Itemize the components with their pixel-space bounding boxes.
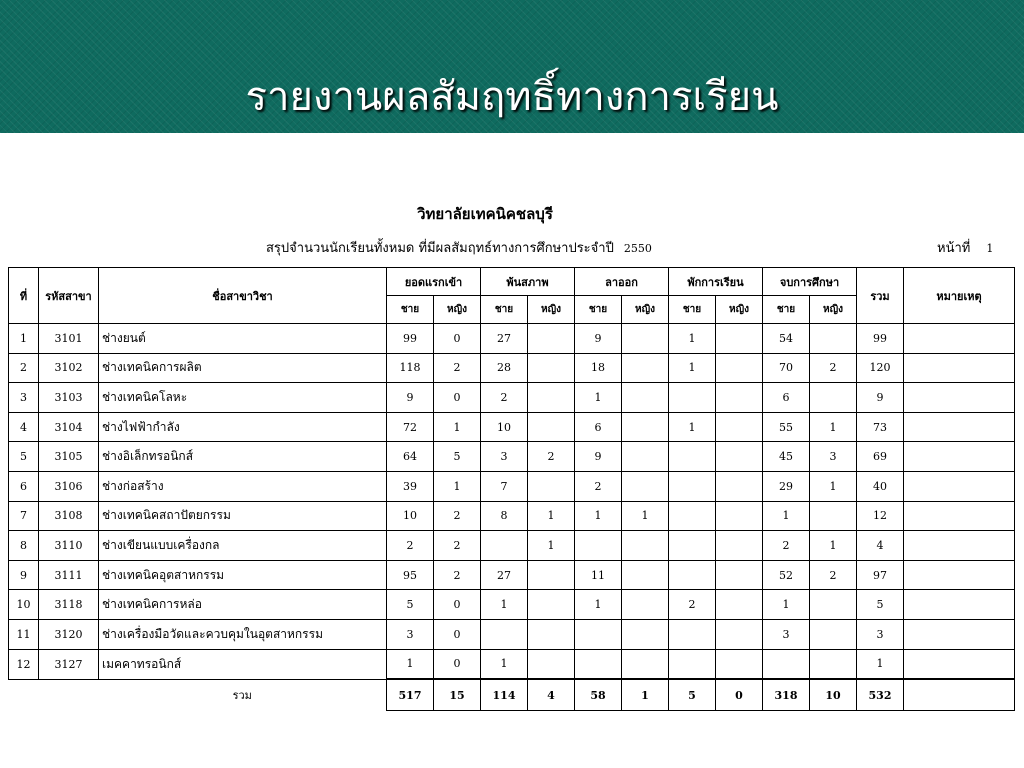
document-heading: วิทยาลัยเทคนิคชลบุรี [417, 205, 553, 223]
cell-name: ช่างเขียนแบบเครื่องกล [99, 531, 387, 561]
cell-enrolled-male: 3 [387, 619, 434, 649]
header-code: รหัสสาขา [39, 268, 99, 324]
cell-graduated-female: 2 [810, 560, 857, 590]
grand-total: 532 [857, 679, 904, 711]
cell-suspended-female [716, 471, 763, 501]
cell-suspended-male [669, 471, 716, 501]
cell-remark [904, 324, 1015, 354]
total-suspended-female: 0 [716, 679, 763, 711]
cell-dropped-male: 9 [575, 324, 622, 354]
total-enrolled-female: 15 [434, 679, 481, 711]
cell-name: ช่างเทคนิคการหล่อ [99, 590, 387, 620]
cell-no: 4 [9, 412, 39, 442]
cell-dropped-female [622, 324, 669, 354]
cell-enrolled-female: 2 [434, 501, 481, 531]
table-row [9, 560, 1015, 590]
cell-dropped-female: 1 [622, 501, 669, 531]
cell-graduated-female: 1 [810, 471, 857, 501]
header-male: ชาย [387, 296, 434, 324]
cell-no: 12 [9, 649, 39, 679]
cell-dropped-male: 6 [575, 412, 622, 442]
header-graduated: จบการศึกษา [763, 268, 857, 296]
cell-dropped-female [622, 619, 669, 649]
cell-code: 3111 [39, 560, 99, 590]
header-female: หญิง [434, 296, 481, 324]
cell-dropped-male: 1 [575, 383, 622, 413]
header-female: หญิง [716, 296, 763, 324]
cell-name: ช่างเทคนิคโลหะ [99, 383, 387, 413]
cell-suspended-female [716, 560, 763, 590]
cell-enrolled-male: 99 [387, 324, 434, 354]
cell-transferred-female [528, 619, 575, 649]
cell-transferred-male: 2 [481, 383, 528, 413]
cell-dropped-female [622, 383, 669, 413]
cell-enrolled-male: 118 [387, 353, 434, 383]
cell-suspended-male [669, 649, 716, 679]
total-dropped-male: 58 [575, 679, 622, 711]
title-banner [0, 0, 1024, 133]
cell-transferred-female [528, 412, 575, 442]
cell-transferred-female [528, 383, 575, 413]
cell-total: 1 [857, 649, 904, 679]
cell-dropped-female [622, 560, 669, 590]
cell-enrolled-male: 95 [387, 560, 434, 590]
total-graduated-female: 10 [810, 679, 857, 711]
cell-transferred-male: 27 [481, 560, 528, 590]
cell-remark [904, 560, 1015, 590]
cell-total: 99 [857, 324, 904, 354]
cell-enrolled-female: 1 [434, 471, 481, 501]
cell-no: 9 [9, 560, 39, 590]
cell-suspended-female [716, 442, 763, 472]
cell-suspended-male [669, 560, 716, 590]
cell-transferred-female [528, 353, 575, 383]
cell-suspended-male: 1 [669, 324, 716, 354]
cell-enrolled-female: 0 [434, 590, 481, 620]
cell-enrolled-male: 2 [387, 531, 434, 561]
cell-graduated-female [810, 619, 857, 649]
cell-enrolled-male: 5 [387, 590, 434, 620]
cell-no: 11 [9, 619, 39, 649]
cell-transferred-male: 8 [481, 501, 528, 531]
cell-dropped-male: 2 [575, 471, 622, 501]
table-row [9, 590, 1015, 620]
total-remarks [904, 679, 1015, 711]
cell-suspended-female [716, 590, 763, 620]
cell-enrolled-male: 10 [387, 501, 434, 531]
cell-suspended-female [716, 412, 763, 442]
table-row [9, 442, 1015, 472]
cell-transferred-male: 7 [481, 471, 528, 501]
cell-name: ช่างยนต์ [99, 324, 387, 354]
cell-transferred-female: 1 [528, 531, 575, 561]
header-male: ชาย [575, 296, 622, 324]
table-row [9, 501, 1015, 531]
cell-total: 4 [857, 531, 904, 561]
cell-graduated-male: 52 [763, 560, 810, 590]
cell-dropped-male: 9 [575, 442, 622, 472]
cell-dropped-male [575, 619, 622, 649]
table-row [9, 619, 1015, 649]
cell-dropped-male: 11 [575, 560, 622, 590]
cell-remark [904, 442, 1015, 472]
cell-remark [904, 501, 1015, 531]
total-suspended-male: 5 [669, 679, 716, 711]
header-suspended: พักการเรียน [669, 268, 763, 296]
cell-enrolled-female: 2 [434, 560, 481, 590]
header-transferred: พ้นสภาพ [481, 268, 575, 296]
cell-enrolled-female: 0 [434, 649, 481, 679]
cell-transferred-male [481, 531, 528, 561]
table-totals [9, 679, 1015, 711]
slide-title: รายงานผลสัมฤทธิ์ทางการเรียน [245, 74, 779, 120]
header-male: ชาย [763, 296, 810, 324]
cell-suspended-female [716, 383, 763, 413]
cell-no: 5 [9, 442, 39, 472]
cell-graduated-male: 3 [763, 619, 810, 649]
header-male: ชาย [669, 296, 716, 324]
totals-row [9, 679, 1015, 711]
page-number: 1 [986, 242, 994, 255]
cell-code: 3120 [39, 619, 99, 649]
cell-code: 3127 [39, 649, 99, 679]
cell-enrolled-female: 0 [434, 383, 481, 413]
cell-dropped-female [622, 590, 669, 620]
header-female: หญิง [528, 296, 575, 324]
cell-graduated-male: 55 [763, 412, 810, 442]
table-body [9, 324, 1015, 680]
cell-graduated-female: 1 [810, 412, 857, 442]
table-row [9, 471, 1015, 501]
cell-enrolled-female: 5 [434, 442, 481, 472]
cell-graduated-male: 2 [763, 531, 810, 561]
cell-enrolled-female: 1 [434, 412, 481, 442]
header-female: หญิง [810, 296, 857, 324]
cell-total: 5 [857, 590, 904, 620]
cell-graduated-female: 1 [810, 531, 857, 561]
header-enrolled: ยอดแรกเข้า [387, 268, 481, 296]
cell-remark [904, 412, 1015, 442]
cell-transferred-male: 1 [481, 590, 528, 620]
cell-transferred-male: 1 [481, 649, 528, 679]
header-remarks: หมายเหตุ [904, 268, 1015, 324]
cell-transferred-female [528, 471, 575, 501]
report-year: 2550 [623, 242, 652, 255]
cell-transferred-female [528, 324, 575, 354]
cell-dropped-male: 1 [575, 501, 622, 531]
cell-suspended-male: 1 [669, 353, 716, 383]
table-row [9, 383, 1015, 413]
cell-no: 3 [9, 383, 39, 413]
cell-no: 7 [9, 501, 39, 531]
cell-remark [904, 471, 1015, 501]
cell-no: 2 [9, 353, 39, 383]
cell-transferred-male: 3 [481, 442, 528, 472]
cell-total: 120 [857, 353, 904, 383]
cell-enrolled-female: 2 [434, 353, 481, 383]
cell-suspended-female [716, 649, 763, 679]
cell-dropped-female [622, 531, 669, 561]
cell-graduated-female [810, 649, 857, 679]
cell-dropped-female [622, 471, 669, 501]
cell-suspended-female [716, 353, 763, 383]
cell-suspended-male [669, 442, 716, 472]
cell-enrolled-female: 0 [434, 619, 481, 649]
cell-dropped-female [622, 412, 669, 442]
cell-suspended-female [716, 324, 763, 354]
table-row [9, 649, 1015, 679]
totals-spacer [39, 679, 99, 711]
cell-graduated-female: 2 [810, 353, 857, 383]
header-dropped: ลาออก [575, 268, 669, 296]
total-enrolled-male: 517 [387, 679, 434, 711]
header-no: ที่ [9, 268, 39, 324]
cell-code: 3104 [39, 412, 99, 442]
cell-code: 3101 [39, 324, 99, 354]
cell-no: 10 [9, 590, 39, 620]
cell-suspended-male [669, 383, 716, 413]
cell-transferred-female [528, 560, 575, 590]
cell-graduated-male: 1 [763, 590, 810, 620]
table-header [9, 268, 1015, 324]
cell-graduated-female [810, 324, 857, 354]
cell-enrolled-male: 72 [387, 412, 434, 442]
cell-graduated-male: 70 [763, 353, 810, 383]
cell-code: 3102 [39, 353, 99, 383]
header-male: ชาย [481, 296, 528, 324]
cell-transferred-female [528, 590, 575, 620]
cell-dropped-male: 18 [575, 353, 622, 383]
cell-name: เมคคาทรอนิกส์ [99, 649, 387, 679]
cell-transferred-male: 10 [481, 412, 528, 442]
cell-total: 69 [857, 442, 904, 472]
cell-remark [904, 619, 1015, 649]
cell-name: ช่างก่อสร้าง [99, 471, 387, 501]
cell-graduated-male [763, 649, 810, 679]
cell-no: 6 [9, 471, 39, 501]
cell-code: 3105 [39, 442, 99, 472]
cell-suspended-male [669, 501, 716, 531]
total-graduated-male: 318 [763, 679, 810, 711]
cell-code: 3106 [39, 471, 99, 501]
cell-enrolled-male: 9 [387, 383, 434, 413]
cell-dropped-male: 1 [575, 590, 622, 620]
cell-total: 3 [857, 619, 904, 649]
cell-transferred-male: 27 [481, 324, 528, 354]
cell-graduated-male: 1 [763, 501, 810, 531]
total-dropped-female: 1 [622, 679, 669, 711]
cell-transferred-female [528, 649, 575, 679]
total-transferred-male: 114 [481, 679, 528, 711]
cell-transferred-female: 1 [528, 501, 575, 531]
cell-graduated-female [810, 590, 857, 620]
table-row [9, 353, 1015, 383]
totals-spacer [9, 679, 39, 711]
cell-name: ช่างเทคนิคสถาปัตยกรรม [99, 501, 387, 531]
page-indicator [937, 237, 993, 258]
totals-label: รวม [232, 689, 252, 703]
cell-graduated-male: 29 [763, 471, 810, 501]
cell-dropped-female [622, 649, 669, 679]
cell-remark [904, 590, 1015, 620]
cell-no: 8 [9, 531, 39, 561]
cell-remark [904, 649, 1015, 679]
cell-suspended-female [716, 531, 763, 561]
cell-transferred-male: 28 [481, 353, 528, 383]
cell-name: ช่างเทคนิคการผลิต [99, 353, 387, 383]
cell-dropped-female [622, 442, 669, 472]
total-transferred-female: 4 [528, 679, 575, 711]
cell-dropped-male [575, 649, 622, 679]
cell-remark [904, 353, 1015, 383]
cell-transferred-female: 2 [528, 442, 575, 472]
cell-suspended-male: 1 [669, 412, 716, 442]
page-label: หน้าที่ [937, 241, 971, 256]
cell-code: 3118 [39, 590, 99, 620]
cell-suspended-male [669, 619, 716, 649]
cell-total: 97 [857, 560, 904, 590]
header-total: รวม [857, 268, 904, 324]
subheading-text: สรุปจำนวนนักเรียนทั้งหมด ที่มีผลสัมฤทธ์ทางการศึกษาประจำปี [266, 241, 614, 256]
cell-graduated-male: 6 [763, 383, 810, 413]
report-table [8, 267, 1015, 711]
cell-total: 9 [857, 383, 904, 413]
cell-dropped-male [575, 531, 622, 561]
cell-graduated-male: 45 [763, 442, 810, 472]
cell-name: ช่างเทคนิคอุตสาหกรรม [99, 560, 387, 590]
header-female: หญิง [622, 296, 669, 324]
document-subheading [266, 237, 652, 258]
cell-enrolled-male: 39 [387, 471, 434, 501]
header-name: ชื่อสาขาวิชา [99, 268, 387, 324]
cell-transferred-male [481, 619, 528, 649]
cell-suspended-female [716, 501, 763, 531]
cell-code: 3110 [39, 531, 99, 561]
cell-graduated-male: 54 [763, 324, 810, 354]
cell-suspended-male [669, 531, 716, 561]
cell-enrolled-male: 1 [387, 649, 434, 679]
cell-total: 40 [857, 471, 904, 501]
cell-graduated-female [810, 501, 857, 531]
cell-total: 73 [857, 412, 904, 442]
cell-remark [904, 531, 1015, 561]
cell-suspended-female [716, 619, 763, 649]
cell-name: ช่างอิเล็กทรอนิกส์ [99, 442, 387, 472]
cell-enrolled-female: 2 [434, 531, 481, 561]
cell-no: 1 [9, 324, 39, 354]
cell-name: ช่างไฟฟ้ากำลัง [99, 412, 387, 442]
cell-graduated-female [810, 383, 857, 413]
cell-name: ช่างเครื่องมือวัดและควบคุมในอุตสาหกรรม [99, 619, 387, 649]
cell-enrolled-female: 0 [434, 324, 481, 354]
cell-total: 12 [857, 501, 904, 531]
table-row [9, 412, 1015, 442]
cell-code: 3108 [39, 501, 99, 531]
cell-suspended-male: 2 [669, 590, 716, 620]
table-row [9, 324, 1015, 354]
table-row [9, 531, 1015, 561]
cell-dropped-female [622, 353, 669, 383]
cell-remark [904, 383, 1015, 413]
cell-graduated-female: 3 [810, 442, 857, 472]
cell-enrolled-male: 64 [387, 442, 434, 472]
cell-code: 3103 [39, 383, 99, 413]
